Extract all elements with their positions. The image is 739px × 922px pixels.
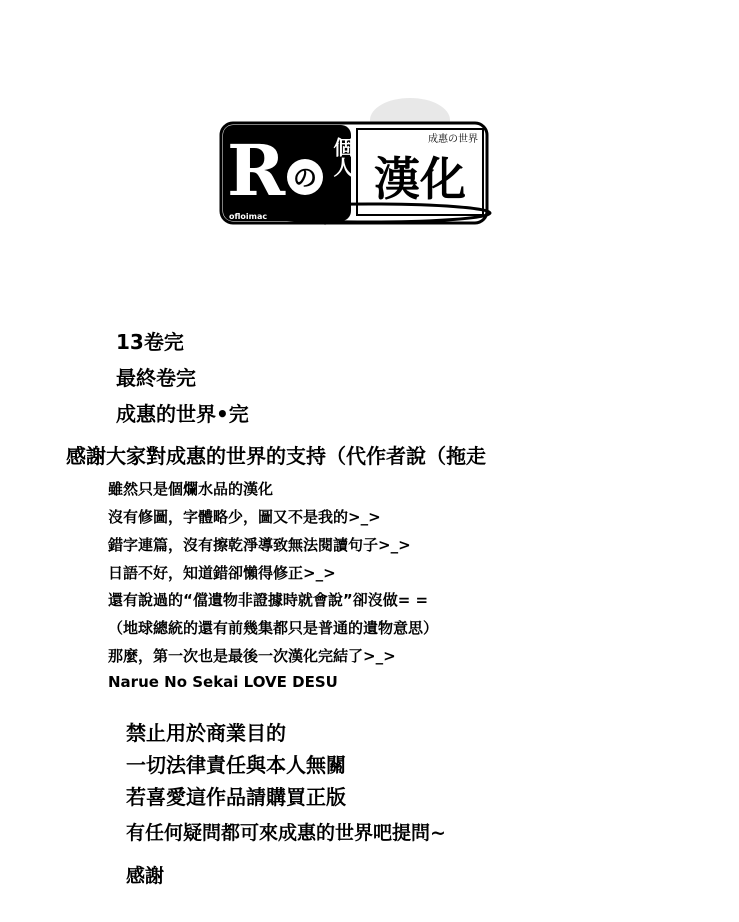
logo-main-text: 漢化 (374, 152, 466, 206)
logo-subtitle: 成惠の世界 (428, 134, 478, 145)
logo-graphic (205, 85, 505, 255)
logo-vertical-text: 個人 (330, 137, 354, 177)
note-line-6: （地球總統的還有前幾集都只是普通的遺物意思） (108, 619, 439, 637)
note-line-7: 那麼，第一次也是最後一次漢化完結了>_> (108, 647, 396, 665)
thanks-line: 感謝大家對成惠的世界的支持（代作者說（拖走 (66, 444, 486, 468)
note-line-3: 錯字連篇，沒有擦乾淨導致無法閱讀句子>_> (108, 536, 411, 554)
disclaimer-buy-original: 若喜愛這作品請購買正版 (126, 785, 346, 809)
logo-small-text: ofloimac (229, 212, 268, 221)
logo-no-char: の (293, 164, 317, 192)
closing-thanks: 感謝 (126, 865, 165, 887)
disclaimer-liability: 一切法律責任與本人無關 (126, 753, 346, 777)
disclaimer-no-commercial: 禁止用於商業目的 (126, 721, 286, 745)
note-line-1: 雖然只是個爛水品的漢化 (108, 480, 274, 498)
heading-final-volume-end: 最終卷完 (116, 366, 196, 390)
heading-series-end: 成惠的世界•完 (116, 402, 249, 426)
note-line-2: 沒有修圖，字體略少，圖又不是我的>_> (108, 508, 381, 526)
group-logo (205, 85, 505, 255)
note-line-4: 日語不好，知道錯卻懶得修正>_> (108, 564, 336, 582)
note-line-5: 還有說過的“儅遺物非證據時就會說”卻沒做= = (108, 591, 429, 609)
question-line: 有任何疑問都可來成惠的世界吧提問~ (126, 822, 446, 844)
heading-volume-13-end: 13卷完 (116, 330, 184, 354)
note-line-8: Narue No Sekai LOVE DESU (108, 673, 338, 691)
logo-letter: R (227, 129, 286, 212)
